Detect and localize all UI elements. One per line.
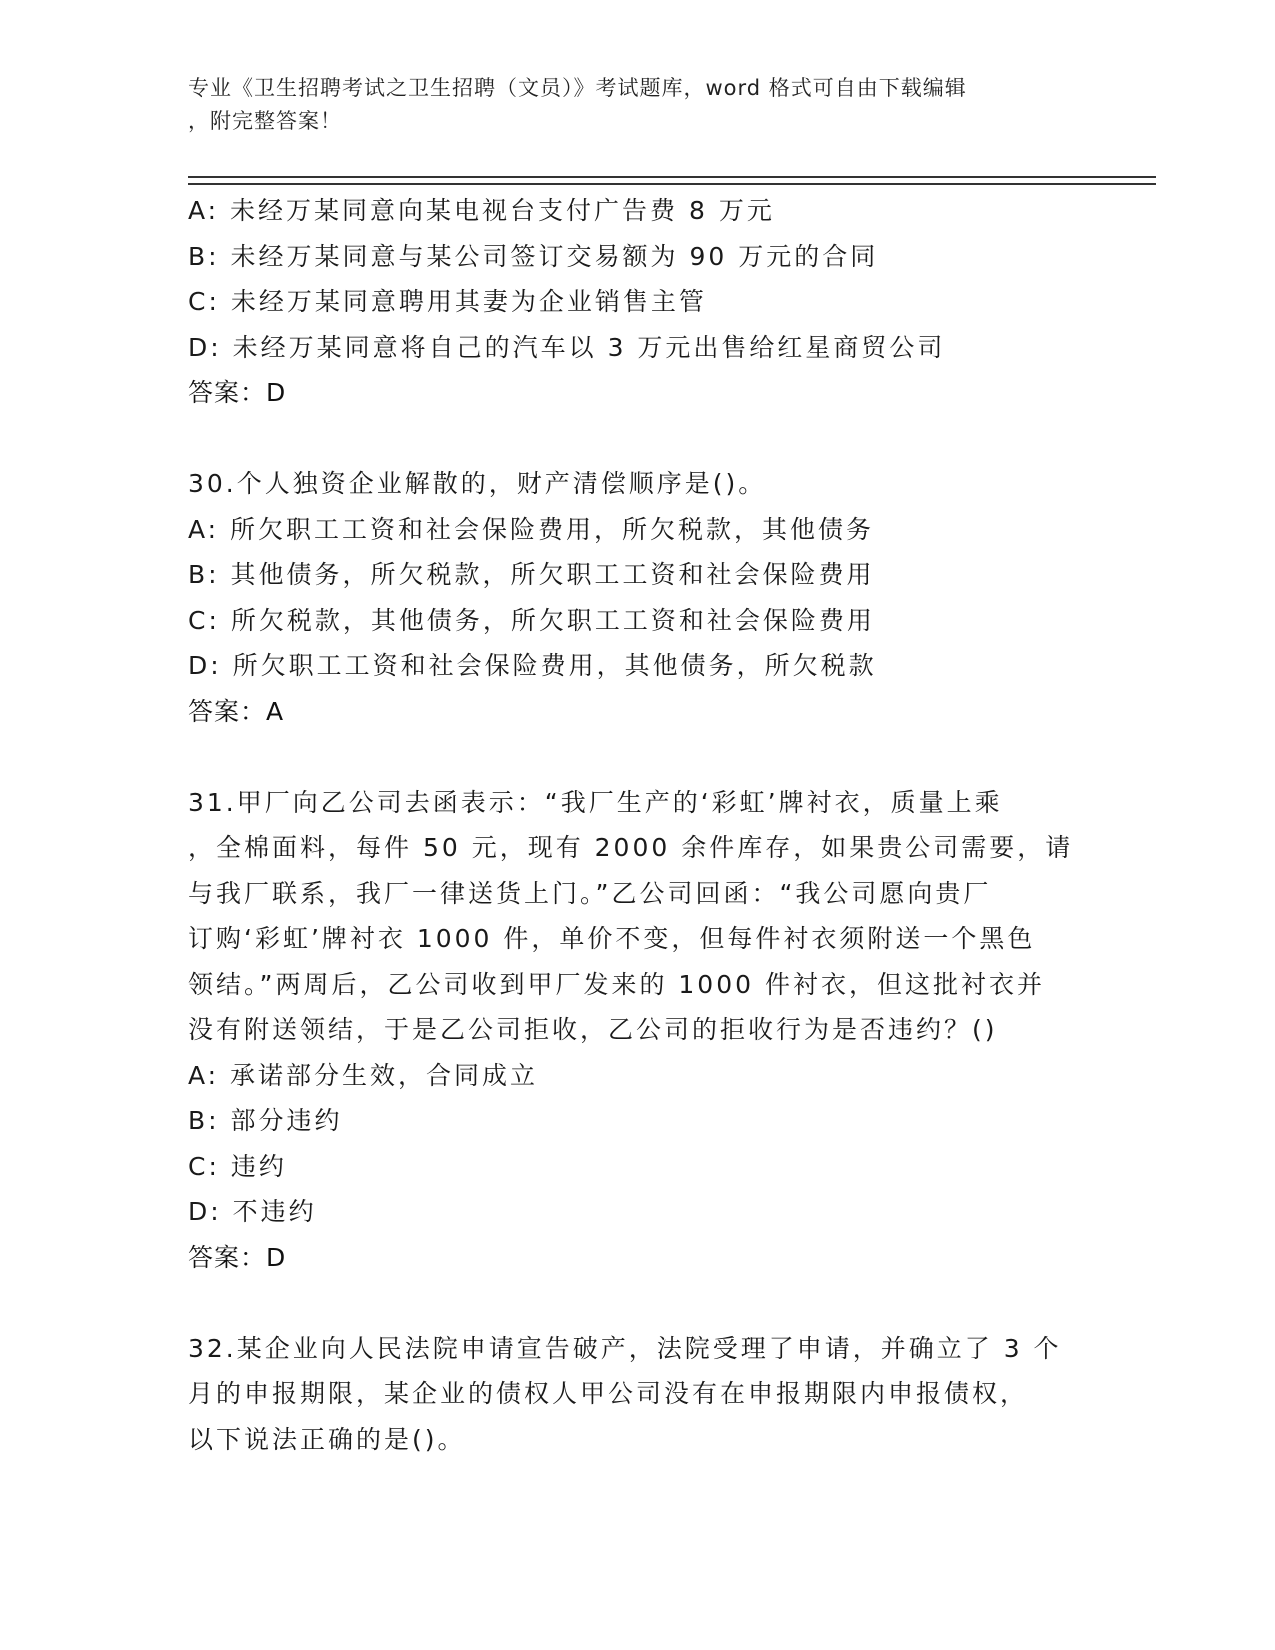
- question-29-answer: 答案：D: [188, 378, 287, 407]
- option-b: B: 未经万某同意与某公司签订交易额为 90 万元的合同: [188, 241, 879, 271]
- question-29-options: [188, 188, 1088, 416]
- question-text-line: 30.个人独资企业解散的，财产清偿顺序是()。: [188, 469, 767, 498]
- option-a: A: 未经万某同意向某电视台支付广告费 8 万元: [188, 196, 775, 225]
- option-c: C: 违约: [188, 1151, 287, 1181]
- option-c: C: 未经万某同意聘用其妻为企业销售主管: [188, 287, 707, 316]
- spacer: [188, 1280, 1088, 1326]
- question-text-line: 以下说法正确的是()。: [188, 1424, 466, 1454]
- option-a: A: 承诺部分生效，合同成立: [188, 1060, 539, 1090]
- header-line-2: ，附完整答案！: [188, 109, 342, 133]
- question-31-text: [188, 780, 1088, 1053]
- question-text-line: 月的申报期限，某企业的债权人甲公司没有在申报期限内申报债权，: [188, 1379, 1029, 1408]
- spacer: [188, 734, 1088, 780]
- option-d: D: 未经万某同意将自己的汽车以 3 万元出售给红星商贸公司: [188, 332, 946, 362]
- question-30: [188, 461, 1088, 734]
- question-32-text: [188, 1326, 1088, 1463]
- option-c: C: 所欠税款，其他债务，所欠职工工资和社会保险费用: [188, 605, 875, 635]
- question-32: [188, 1326, 1088, 1463]
- document-content: [188, 188, 1088, 1462]
- option-b: B: 部分违约: [188, 1106, 343, 1135]
- question-text-line: ，全棉面料，每件 50 元，现有 2000 余件库存，如果贵公司需要，请: [188, 833, 1074, 862]
- question-30-answer: 答案：A: [188, 696, 285, 726]
- document-header: [188, 72, 1068, 138]
- spacer: [188, 416, 1088, 462]
- option-a: A: 所欠职工工资和社会保险费用，所欠税款，其他债务: [188, 514, 875, 544]
- question-text-line: 订购‘彩虹’牌衬衣 1000 件，单价不变，但每件衬衣须附送一个黑色: [188, 924, 1036, 953]
- header-rule-bottom: [188, 183, 1156, 185]
- question-text-line: 32.某企业向人民法院申请宣告破产，法院受理了申请，并确立了 3 个: [188, 1333, 1062, 1363]
- header-line-1: 专业《卫生招聘考试之卫生招聘（文员）》考试题库，word 格式可自由下载编辑: [188, 76, 967, 100]
- question-text-line: 领结。”两周后，乙公司收到甲厂发来的 1000 件衬衣，但这批衬衣并: [188, 969, 1045, 999]
- question-text-line: 31.甲厂向乙公司去函表示：“我厂生产的‘彩虹’牌衬衣，质量上乘: [188, 787, 1003, 817]
- question-30-text: [188, 461, 1088, 507]
- option-d: D: 不违约: [188, 1197, 317, 1226]
- question-text-line: 没有附送领结，于是乙公司拒收，乙公司的拒收行为是否违约？(): [188, 1015, 998, 1044]
- question-text-line: 与我厂联系，我厂一律送货上门。”乙公司回函：“我公司愿向贵厂: [188, 878, 992, 908]
- question-31-answer: 答案：D: [188, 1242, 287, 1272]
- option-b: B: 其他债务，所欠税款，所欠职工工资和社会保险费用: [188, 560, 875, 589]
- option-d: D: 所欠职工工资和社会保险费用，其他债务，所欠税款: [188, 651, 877, 680]
- question-31: [188, 780, 1088, 1281]
- header-rule-top: [188, 176, 1156, 178]
